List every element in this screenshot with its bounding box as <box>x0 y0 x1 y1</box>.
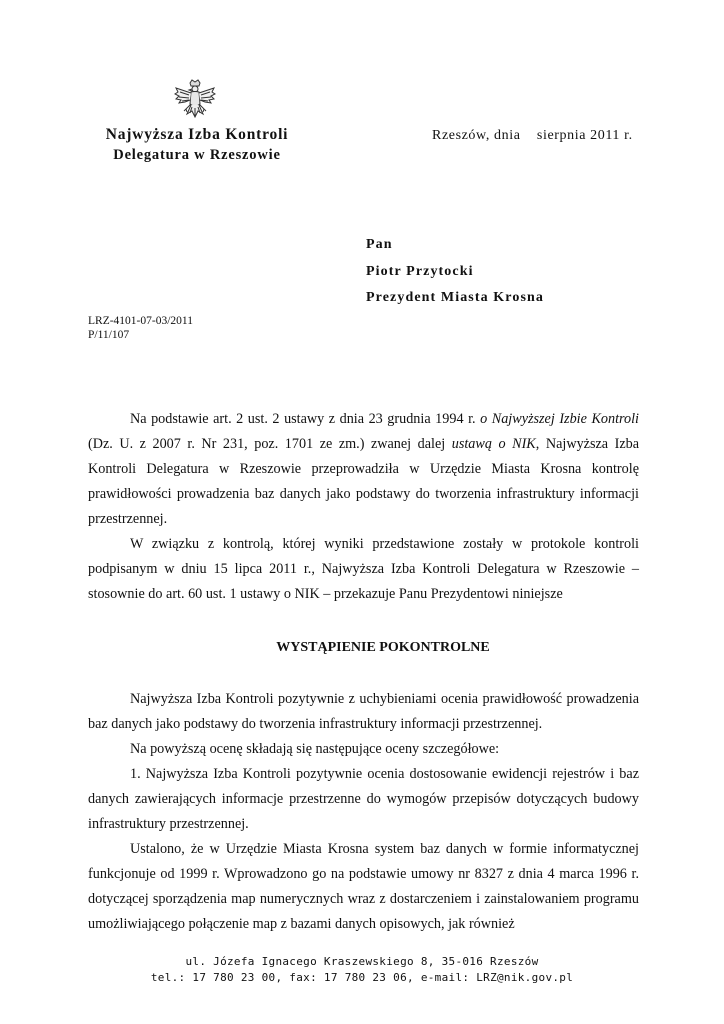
date-line: Rzeszów, dnia sierpnia 2011 r. <box>432 128 633 143</box>
intro-text-b: (Dz. U. z 2007 r. Nr 231, poz. 1701 ze zm.) zwanej dalej <box>88 436 452 452</box>
body-paragraph-2: Na powyższą ocenę składają się następujące oceny szczegółowe: <box>130 741 500 757</box>
body-paragraph-3: 1. Najwyższa Izba Kontroli pozytywnie ocenia dostosowanie ewidencji rejestrów i baz danych zawierających informacje przestrzenne do wymogów przepisów dotyczących budowy infrastruktury przestrzennej. <box>88 766 639 832</box>
recipient-title: Prezydent Miasta Krosna <box>366 290 544 305</box>
intro-text-c: , Najwyższa Izba Kontroli Delegatura w Rzeszowie przeprowadziła w Urzędzie Miasta Krosna kontrolę prawidłowości prowadzenia baz danych jako podstawy do tworzenia infrastruktury informacji przestrzennej. <box>88 436 640 527</box>
intro-paragraph-2: W związku z kontrolą, której wyniki przedstawione zostały w protokole kontroli podpisanym w dniu 15 lipca 2011 r., Najwyższa Izba Kontroli Delegatura w Rzeszowie – stosownie do art. 60 ust. 1 ustawy o NIK – przekazuje Panu Prezydentowi niniejsze <box>88 536 639 602</box>
organization-name: Najwyższa Izba Kontroli <box>105 126 289 143</box>
recipient-salutation: Pan <box>366 237 393 252</box>
law-title: o Najwyższej Izbie Kontroli <box>480 411 640 427</box>
recipient-name: Piotr Przytocki <box>366 264 474 279</box>
body-paragraph-1: Najwyższa Izba Kontroli pozytywnie z uchybieniami ocenia prawidłowość prowadzenia baz danych jako podstawy do tworzenia infrastruktury informacji przestrzennej. <box>88 691 639 732</box>
body-paragraph-4: Ustalono, że w Urzędzie Miasta Krosna system baz danych w formie informatycznej funkcjonuje od 1999 r. Wprowadzono go na podstawie umowy nr 8327 z dnia 4 marca 1996 r. dotyczącej sporządzenia map numerycznych wraz z dostarczeniem i zainstalowaniem programu umożliwiającego połączenie map z bazami danych opisowych, jak również <box>88 841 639 932</box>
reference-number: LRZ-4101-07-03/2011 <box>88 315 193 327</box>
body-section <box>88 687 639 937</box>
footer-contact: tel.: 17 780 23 00, fax: 17 780 23 06, e-mail: LRZ@nik.gov.pl <box>150 971 574 984</box>
footer-address: ul. Józefa Ignacego Kraszewskiego 8, 35-016 Rzeszów <box>185 955 539 968</box>
intro-text-a: Na podstawie art. 2 ust. 2 ustawy z dnia 23 grudnia 1994 r. <box>130 411 481 427</box>
law-short-term: ustawą o NIK <box>451 436 536 452</box>
polish-eagle-emblem-icon <box>172 78 218 124</box>
intro-section <box>88 407 639 607</box>
intro-paragraph-1 <box>88 407 639 532</box>
organization-delegation: Delegatura w Rzeszowie <box>113 147 281 163</box>
document-heading: WYSTĄPIENIE POKONTROLNE <box>276 640 490 655</box>
case-number: P/11/107 <box>88 329 130 341</box>
